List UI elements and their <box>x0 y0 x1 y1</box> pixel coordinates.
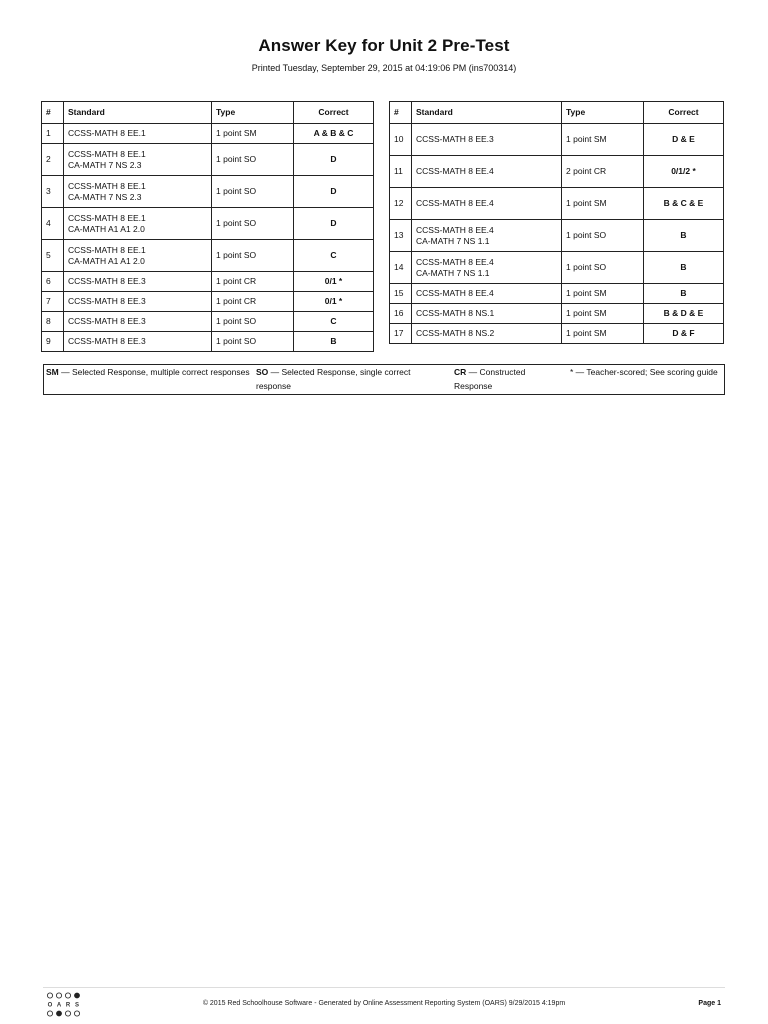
standard-line: CCSS-MATH 8 EE.1 <box>68 149 146 159</box>
type-cell: 1 point SO <box>562 220 644 252</box>
type-cell: 1 point SO <box>212 176 294 208</box>
item-number: 10 <box>390 124 412 156</box>
type-cell: 1 point SO <box>212 332 294 352</box>
standard-cell <box>64 176 212 208</box>
type-cell: 1 point SM <box>562 304 644 324</box>
standard-line: CCSS-MATH 8 EE.4 <box>416 225 494 235</box>
type-cell: 1 point SM <box>562 124 644 156</box>
standard-line: CA-MATH 7 NS 2.3 <box>68 191 142 202</box>
table-header-row <box>390 102 724 124</box>
table-row <box>390 252 724 284</box>
legend-text: — Selected Response, multiple correct responses <box>58 367 250 377</box>
table-row <box>390 220 724 252</box>
standard-line: CCSS-MATH 8 EE.1 <box>68 181 146 191</box>
standard-cell <box>412 284 562 304</box>
table-row <box>390 304 724 324</box>
logo-letter: O <box>47 1002 53 1009</box>
table-row <box>390 124 724 156</box>
standard-cell <box>64 144 212 176</box>
legend-item-cr <box>454 366 554 393</box>
standard-cell <box>412 304 562 324</box>
correct-answer-cell: B <box>644 284 724 304</box>
standard-cell <box>412 220 562 252</box>
standard-cell <box>64 208 212 240</box>
standard-cell <box>412 252 562 284</box>
legend-text: — Teacher-scored; See scoring guide <box>573 367 718 377</box>
standard-line: CCSS-MATH 8 EE.3 <box>68 336 146 347</box>
standard-line: CA-MATH A1 A1 2.0 <box>68 255 145 266</box>
correct-answer-cell: 0/1 * <box>294 292 374 312</box>
standard-line: CCSS-MATH 8 EE.3 <box>68 316 146 327</box>
item-number: 14 <box>390 252 412 284</box>
table-row <box>42 208 374 240</box>
standard-line: CCSS-MATH 8 EE.3 <box>68 276 146 287</box>
standard-cell <box>64 312 212 332</box>
logo-letter: S <box>74 1002 80 1009</box>
answer-key-table-left <box>41 101 374 352</box>
standard-cell <box>64 332 212 352</box>
item-number: 11 <box>390 156 412 188</box>
standard-line: CCSS-MATH 8 NS.1 <box>416 308 495 319</box>
correct-answer-cell: C <box>294 312 374 332</box>
table-row <box>390 156 724 188</box>
correct-answer-cell: D <box>294 176 374 208</box>
table-row <box>42 176 374 208</box>
legend-code: SM <box>46 367 59 377</box>
standard-line: CA-MATH 7 NS 1.1 <box>416 235 490 246</box>
correct-answer-cell: D <box>294 144 374 176</box>
standard-line: CCSS-MATH 8 EE.4 <box>416 166 494 177</box>
table-row <box>42 124 374 144</box>
standard-line: CA-MATH 7 NS 2.3 <box>68 159 142 170</box>
legend-item-so <box>256 366 446 393</box>
copyright-footer: © 2015 Red Schoolhouse Software - Generated by Online Assessment Reporting System (OARS) 9/29/2015 4:19pm <box>202 1000 566 1007</box>
item-number: 4 <box>42 208 64 240</box>
standard-cell <box>412 188 562 220</box>
standard-cell <box>64 292 212 312</box>
footer-divider <box>43 987 725 988</box>
item-number: 12 <box>390 188 412 220</box>
standard-line: CCSS-MATH 8 EE.3 <box>416 134 494 145</box>
table-row <box>390 324 724 344</box>
logo-letter: A <box>56 1002 62 1009</box>
correct-answer-cell: C <box>294 240 374 272</box>
standard-line: CA-MATH 7 NS 1.1 <box>416 267 490 278</box>
standard-line: CCSS-MATH 8 EE.4 <box>416 257 494 267</box>
standard-line: CCSS-MATH 8 EE.3 <box>68 296 146 307</box>
standard-cell <box>412 324 562 344</box>
correct-answer-cell: D & F <box>644 324 724 344</box>
legend-code: * <box>570 367 574 377</box>
type-cell: 1 point SM <box>562 188 644 220</box>
type-cell: 1 point CR <box>212 292 294 312</box>
table-row <box>42 240 374 272</box>
column-header-number: # <box>390 102 412 124</box>
item-number: 8 <box>42 312 64 332</box>
type-cell: 1 point SO <box>212 240 294 272</box>
item-number: 16 <box>390 304 412 324</box>
correct-answer-cell: B <box>644 252 724 284</box>
type-cell: 1 point SM <box>562 324 644 344</box>
table-row <box>42 272 374 292</box>
standard-cell <box>64 240 212 272</box>
correct-answer-cell: B & D & E <box>644 304 724 324</box>
item-number: 15 <box>390 284 412 304</box>
printed-timestamp: Printed Tuesday, September 29, 2015 at 04:19:06 PM (ins700314) <box>251 63 517 73</box>
standard-line: CCSS-MATH 8 EE.4 <box>416 288 494 299</box>
standard-cell <box>412 156 562 188</box>
logo-letter: R <box>65 1002 71 1009</box>
legend-code: CR <box>454 367 467 377</box>
standard-cell <box>64 124 212 144</box>
standard-line: CA-MATH A1 A1 2.0 <box>68 223 145 234</box>
standard-cell <box>412 124 562 156</box>
column-header-correct: Correct <box>644 102 724 124</box>
legend-text: — Selected Response, single correct response <box>256 367 411 391</box>
type-cell: 2 point CR <box>562 156 644 188</box>
type-cell: 1 point SO <box>212 144 294 176</box>
table-row <box>42 292 374 312</box>
type-cell: 1 point SM <box>212 124 294 144</box>
legend-item-sm <box>46 366 251 380</box>
correct-answer-cell: B <box>644 220 724 252</box>
page-title: Answer Key for Unit 2 Pre-Test <box>258 36 510 55</box>
item-number: 1 <box>42 124 64 144</box>
column-header-standard: Standard <box>64 102 212 124</box>
item-number: 5 <box>42 240 64 272</box>
table-row <box>42 332 374 352</box>
standard-line: CCSS-MATH 8 EE.1 <box>68 128 146 139</box>
legend-code: SO <box>256 367 269 377</box>
table-row <box>390 188 724 220</box>
type-cell: 1 point CR <box>212 272 294 292</box>
item-number: 13 <box>390 220 412 252</box>
type-cell: 1 point SO <box>212 208 294 240</box>
column-header-type: Type <box>562 102 644 124</box>
type-cell: 1 point SO <box>562 252 644 284</box>
answer-key-table-right <box>389 101 724 344</box>
correct-answer-cell: 0/1 * <box>294 272 374 292</box>
item-number: 9 <box>42 332 64 352</box>
legend-box <box>43 364 725 395</box>
item-number: 6 <box>42 272 64 292</box>
table-row <box>390 284 724 304</box>
type-cell: 1 point SO <box>212 312 294 332</box>
item-number: 7 <box>42 292 64 312</box>
table-row <box>42 312 374 332</box>
item-number: 3 <box>42 176 64 208</box>
table-row <box>42 144 374 176</box>
column-header-number: # <box>42 102 64 124</box>
column-header-standard: Standard <box>412 102 562 124</box>
standard-line: CCSS-MATH 8 EE.1 <box>68 213 146 223</box>
correct-answer-cell: D & E <box>644 124 724 156</box>
correct-answer-cell: 0/1/2 * <box>644 156 724 188</box>
standard-line: CCSS-MATH 8 EE.1 <box>68 245 146 255</box>
standard-line: CCSS-MATH 8 NS.2 <box>416 328 495 339</box>
standard-cell <box>64 272 212 292</box>
page-number: Page 1 <box>698 1000 721 1007</box>
item-number: 17 <box>390 324 412 344</box>
table-header-row <box>42 102 374 124</box>
item-number: 2 <box>42 144 64 176</box>
legend-text: — Constructed Response <box>454 367 526 391</box>
type-cell: 1 point SM <box>562 284 644 304</box>
correct-answer-cell: B & C & E <box>644 188 724 220</box>
standard-line: CCSS-MATH 8 EE.4 <box>416 198 494 209</box>
column-header-type: Type <box>212 102 294 124</box>
correct-answer-cell: B <box>294 332 374 352</box>
column-header-correct: Correct <box>294 102 374 124</box>
correct-answer-cell: D <box>294 208 374 240</box>
correct-answer-cell: A & B & C <box>294 124 374 144</box>
legend-item-teacher-scored <box>570 366 720 380</box>
